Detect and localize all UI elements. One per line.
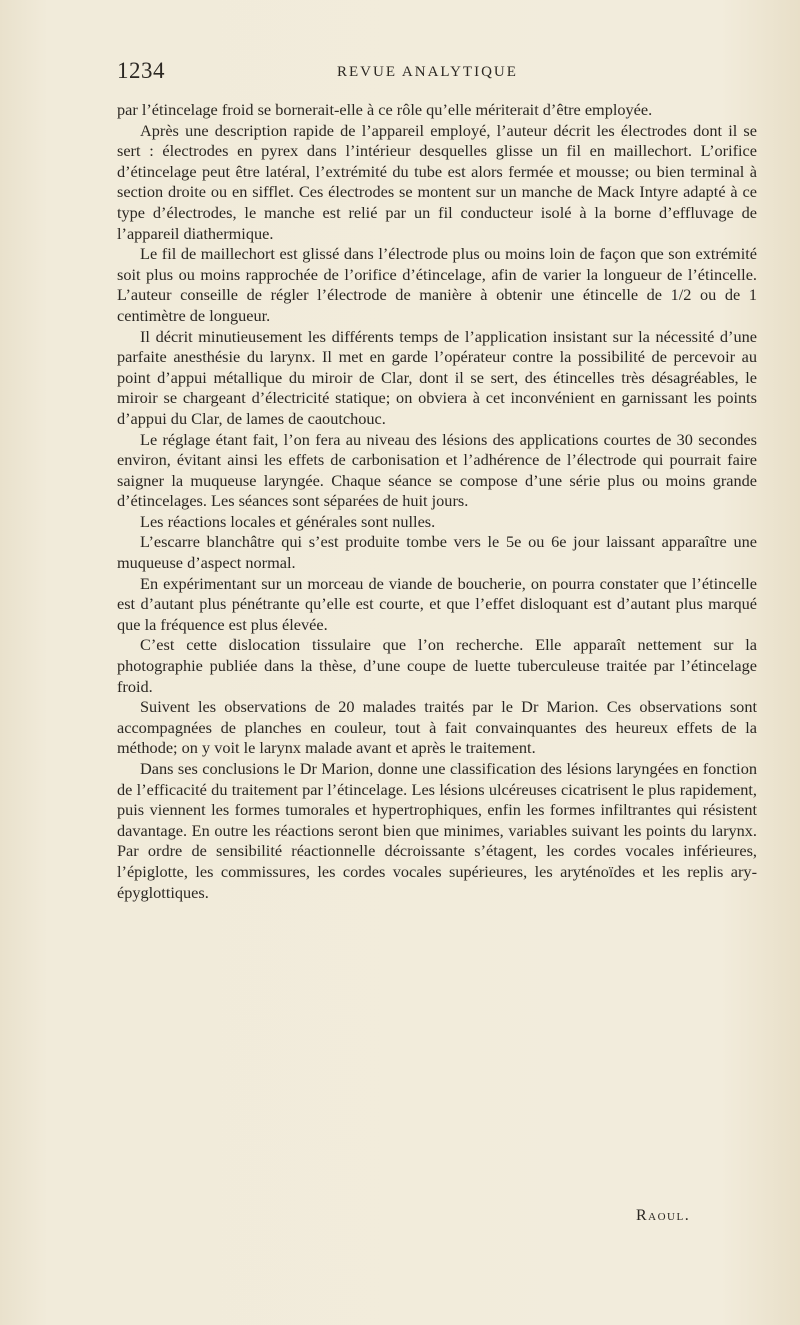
paragraph-4: Il décrit minutieusement les différents temps de l’application insistant sur la nécessité d’une parfaite anesthésie du larynx. Il met en garde l’opérateur contre la possibilité de percevoir au point d’appui métallique du miroir de Clar, dont il se sert, des étincelles très désagréables, le miroir se chargeant d’électricité statique; on obviera à cet inconvénient en garnissant les points d’appui du Clar, de lames de caoutchouc. bbox=[117, 326, 757, 428]
page-header bbox=[117, 58, 757, 88]
author-signature: Raoul. bbox=[636, 1207, 691, 1224]
paragraph-10: Suivent les observations de 20 malades traités par le Dr Marion. Ces observations sont accompagnées de planches en couleur, tout à fait convainquantes des heureux effets de la méthode; on y voit le larynx malade avant et après le traitement. bbox=[117, 697, 757, 758]
page-number: 1234 bbox=[117, 58, 165, 83]
paragraph-2: Après une description rapide de l’appareil employé, l’auteur décrit les électrodes dont il se sert : électrodes en pyrex dans l’intérieur desquelles glisse un fil en maillechort. L’orifice d’étincelage peut être latéral, l’extrémité du tube est alors fermée et mousse; ou bien terminal à section droite ou en sifflet. Ces électrodes se montent sur un manche de Mack Intyre adapté à ce type d’électrodes, le manche est relié par un fil conducteur isolé à la borne d’effluvage de l’appareil diathermique. bbox=[117, 120, 757, 243]
paragraph-6: Les réactions locales et générales sont nulles. bbox=[140, 511, 436, 531]
paragraph-8: En expérimentant sur un morceau de viande de boucherie, on pourra constater que l’étincelle est d’autant plus pénétrante qu’elle est courte, et que l’effet disloquant est d’autant plus marqué que la fréquence est plus élevée. bbox=[117, 573, 757, 634]
paragraph-7: L’escarre blanchâtre qui s’est produite tombe vers le 5e ou 6e jour laissant apparaître une muqueuse d’aspect normal. bbox=[117, 532, 757, 573]
running-title: REVUE ANALYTIQUE bbox=[337, 64, 518, 80]
paragraph-11: Dans ses conclusions le Dr Marion, donne une classification des lésions laryngées en fonction de l’efficacité du traitement par l’étincelage. Les lésions ulcéreuses cicatrisent le plus rapidement, puis viennent les formes tumorales et hypertrophiques, enfin les formes infiltrantes qui résistent davantage. En outre les réactions seront bien que minimes, variables suivant les points du larynx. Par ordre de sensibilité réactionnelle décroissante s’étagent, les cordes vocales inférieures, l’épiglotte, les commissures, les cordes vocales supérieures, les aryténoïdes et les replis ary-épyglottiques. bbox=[117, 759, 757, 902]
paragraph-3: Le fil de maillechort est glissé dans l’électrode plus ou moins loin de façon que son extrémité soit plus ou moins rapprochée de l’orifice d’étincelage, afin de varier la longueur de l’étincelle. L’auteur conseille de régler l’électrode de manière à obtenir une étincelle de 1/2 ou de 1 centimètre de longueur. bbox=[117, 244, 757, 325]
paragraph-1: par l’étincelage froid se bornerait-elle à ce rôle qu’elle mériterait d’être employée. bbox=[117, 100, 653, 119]
paragraph-5: Le réglage étant fait, l’on fera au niveau des lésions des applications courtes de 30 secondes environ, évitant ainsi les effets de carbonisation et l’adhérence de l’électrode qui pourrait faire saigner la muqueuse laryngée. Chaque séance se compose d’une série plus ou moins grande d’étincelages. Les séances sont séparées de huit jours. bbox=[117, 429, 757, 511]
paragraph-9: C’est cette dislocation tissulaire que l’on recherche. Elle apparaît nettement sur la photographie publiée dans la thèse, d’une coupe de luette tuberculeuse traitée par l’étincelage froid. bbox=[117, 635, 757, 696]
article-body bbox=[117, 100, 757, 903]
